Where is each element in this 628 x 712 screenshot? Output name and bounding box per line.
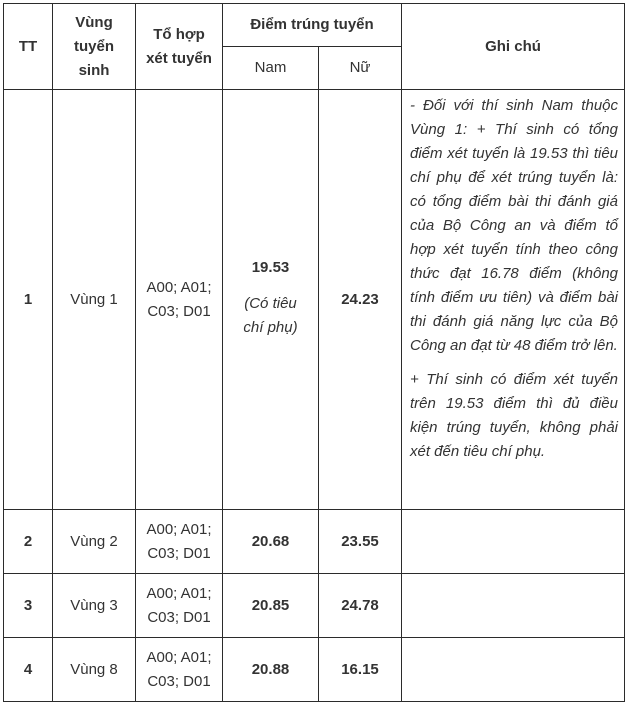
row-tt: 4 [4,638,53,702]
note-paragraph: + Thí sinh có điểm xét tuyển trên 19.53 điểm thì đủ điều kiện trúng tuyển, không phải xét đến tiêu chí phụ. [410,371,618,460]
row-region: Vùng 8 [53,638,136,702]
row-note-empty [402,510,625,574]
header-combination-line: xét tuyển [146,49,212,67]
table-row [4,638,625,702]
row-male-score: 20.88 [223,638,319,702]
header-region-line: Vùng [75,13,113,31]
table-row [4,510,625,574]
header-tt: TT [4,4,53,90]
combination-line: A00; A01; [146,648,212,666]
row-combination [136,90,223,510]
header-combination [136,4,223,90]
row-tt: 3 [4,574,53,638]
row-tt: 2 [4,510,53,574]
row-male-score-cell [223,90,319,510]
row-combination [136,510,223,574]
male-note-line: chí phụ) [243,319,298,336]
row-tt: 1 [4,90,53,510]
header-note: Ghi chú [402,4,625,90]
header-region [53,4,136,90]
admission-score-table [3,3,625,702]
note-paragraph: - Đối với thí sinh Nam thuộc Vùng 1: + Thí sinh có tổng điểm xét tuyển là 19.53 thì tiêu chí phụ để xét trúng tuyển là: có tổng điểm bài thi đánh giá của Bộ Công an và điểm tổ hợp xét tuyển tính theo công thức đạt 16.78 điểm (không tính điểm ưu tiên) và điểm bài thi đánh giá năng lực của Bộ Công an đạt từ 48 điểm trở lên. [410,97,618,354]
combination-line: A00; A01; [146,584,212,602]
header-score: Điểm trúng tuyển [223,4,402,47]
combination-line: C03; D01 [147,608,211,626]
combination-line: A00; A01; [146,278,212,296]
combination-line: C03; D01 [147,302,211,320]
table-row [4,574,625,638]
row-combination [136,638,223,702]
row-male-score: 20.68 [223,510,319,574]
header-row-top [4,4,625,47]
row-female-score: 24.23 [319,90,402,510]
row-note [402,90,625,510]
header-region-line: tuyển [73,37,114,55]
row-note-empty [402,638,625,702]
row-female-score: 24.78 [319,574,402,638]
header-female: Nữ [319,47,402,90]
row-male-note [229,292,312,340]
row-region: Vùng 1 [53,90,136,510]
combination-line: A00; A01; [146,520,212,538]
row-note-empty [402,574,625,638]
row-female-score: 23.55 [319,510,402,574]
male-note-line: (Có tiêu [244,295,297,312]
row-region: Vùng 2 [53,510,136,574]
combination-line: C03; D01 [147,672,211,690]
header-combination-line: Tổ hợp [153,25,205,43]
row-male-score: 19.53 [251,259,290,276]
header-male: Nam [223,47,319,90]
row-male-score: 20.85 [223,574,319,638]
header-region-line: sinh [78,61,110,79]
table-row [4,90,625,510]
row-region: Vùng 3 [53,574,136,638]
row-combination [136,574,223,638]
combination-line: C03; D01 [147,544,211,562]
row-female-score: 16.15 [319,638,402,702]
